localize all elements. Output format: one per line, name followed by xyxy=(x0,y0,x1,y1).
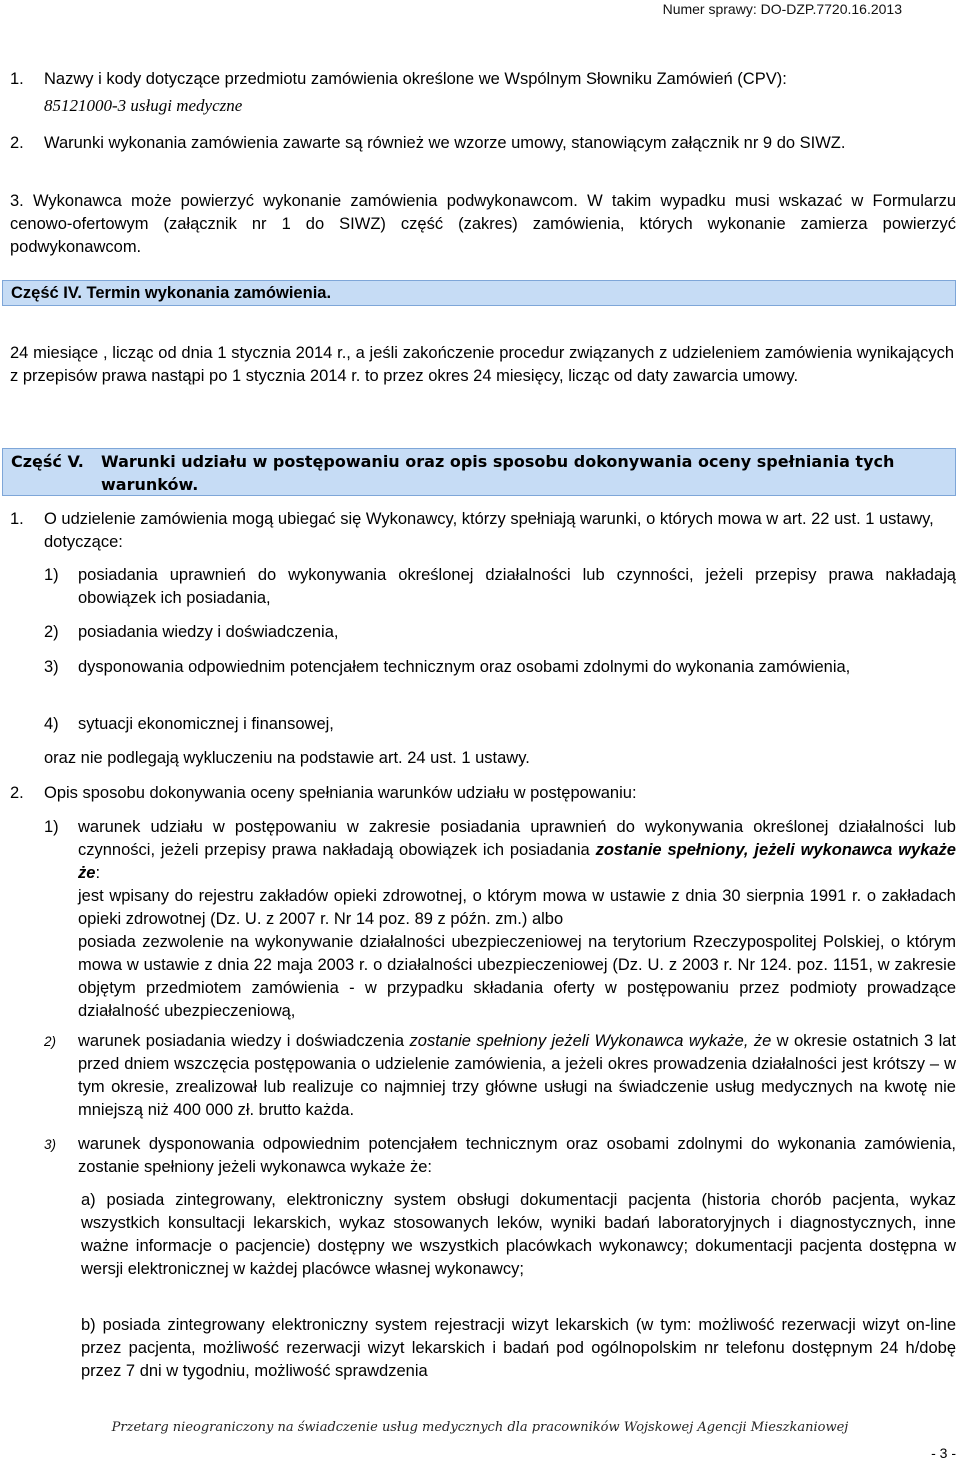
list-item xyxy=(10,68,956,117)
page-footer: Przetarg nieograniczony na świadczenie usług medycznych dla pracowników Wojskowej Agencji Mieszkaniowej xyxy=(111,1420,849,1435)
item-number: 1. xyxy=(10,510,24,528)
item-number: 2. xyxy=(10,784,24,802)
item-number: 1) xyxy=(44,566,59,584)
list-item xyxy=(10,508,956,554)
section-heading-part-4: Część IV. Termin wykonania zamówienia. xyxy=(2,280,956,306)
registry-text: jest wpisany do rejestru zakładów opieki zdrowotnej, o którym mowa w ustawie z dnia 30 sierpnia 1991 r. o zakładach opieki zdrowotnej (Dz. U. z 2007 r. Nr 14 poz. 89 z późn. zm.) albo xyxy=(78,887,956,928)
item-text: warunek posiadania wiedzy i doświadczenia xyxy=(78,1032,405,1050)
item-text-rest: w okresie ostatnich 3 lat przed dniem wszczęcia postępowania o udzielenie zamówienia, a jeżeli okres prowadzenia działalności jest krótszy – w tym okresie, zrealizował lub realizuje co najmniej trzy główne usługi na świadczenie usług medycznych na kwotę nie mniejszą niż 400 000 zł. brutto każda. xyxy=(78,1032,956,1119)
item-number: 2) xyxy=(44,1034,57,1049)
colon: : xyxy=(95,864,101,882)
item-number: 1. xyxy=(10,70,24,88)
item-text: sytuacji ekonomicznej i finansowej, xyxy=(78,715,334,733)
item-text: Warunki wykonania zamówienia zawarte są również we wzorze umowy, stanowiącym załącznik nr 9 do SIWZ. xyxy=(44,134,846,152)
condition-item xyxy=(44,656,956,679)
item-text: O udzielenie zamówienia mogą ubiegać się Wykonawcy, którzy spełniają warunki, o których mowa w art. 22 ust. 1 ustawy, dotyczące: xyxy=(44,510,934,551)
item-text: Opis sposobu dokonywania oceny spełniania warunków udziału w postępowaniu: xyxy=(44,784,637,802)
permit-text: posiada zezwolenie na wykonywanie działalności ubezpieczeniowej na terytorium Rzeczypospolitej Polskiej, o którym mowa w ustawie z dnia 22 maja 2003 r. o działalności ubezpieczeniowej (Dz. U. z 2003 r. Nr 124. poz. 1151, w zakresie objętym przedmiotem zamówienia - w przypadku składania oferty w postępowaniu przez podmioty prowadzące działalność ubezpieczeniową, xyxy=(78,933,956,1020)
item-text: Nazwy i kody dotyczące przedmiotu zamówienia określone we Wspólnym Słowniku Zamówień (CPV): xyxy=(44,70,787,88)
list-item xyxy=(10,782,956,805)
item-number: 1) xyxy=(44,818,59,836)
item-number: 4) xyxy=(44,715,59,733)
evaluation-item xyxy=(44,1030,956,1122)
section-heading-part-5 xyxy=(2,448,956,496)
list-item xyxy=(10,132,956,155)
condition-item xyxy=(44,713,956,736)
requirement-b: b) posiada zintegrowany elektroniczny system rejestracji wizyt lekarskich (w tym: możliwość rezerwacji wizyt on-line przez pacjenta, możliwość rezerwacji wizyt lekarskich i badań pod ogólnopolskim nr telefonu dostępnym 24 h/dobę przez 7 dni w tygodniu, możliwość sprawdzenia xyxy=(81,1316,956,1380)
list-item xyxy=(10,190,956,259)
item-text: warunek dysponowania odpowiednim potencjałem technicznym oraz osobami zdolnymi do wykonania zamówienia, zostanie spełniony jeżeli wykonawca wykaże że: xyxy=(78,1135,956,1176)
condition-item xyxy=(44,564,956,610)
cpv-code: 85121000-3 usługi medyczne xyxy=(44,96,243,115)
section-title: Warunki udziału w postępowaniu oraz opis sposobu dokonywania oceny spełniania tych warunków. xyxy=(101,452,895,494)
item-number: 2) xyxy=(44,623,59,641)
item-text: posiadania uprawnień do wykonywania określonej działalności lub czynności, jeżeli przepisy prawa nakładają obowiązek ich posiadania, xyxy=(78,566,956,607)
requirement-a: a) posiada zintegrowany, elektroniczny system obsługi dokumentacji pacjenta (historia chorób pacjenta, wykaz wszystkich konsultacji lekarskich, wykaz stosowanych leków, wyniki badań laboratoryjnych i diagnostycznych, inne ważne informacje o pacjencie) dostępny we wszystkich placówkach wykonawcy; dokumentacji pacjenta dostępna w wersji elektronicznej w każdej placówce własnej wykonawcy; xyxy=(81,1191,956,1278)
item-text: dysponowania odpowiednim potencjałem technicznym oraz osobami zdolnymi do wykonania zamówienia, xyxy=(78,658,851,676)
page-number: - 3 - xyxy=(931,1445,956,1461)
item-number: 3. xyxy=(10,192,24,210)
exclusion-note: oraz nie podlegają wykluczeniu na podstawie art. 24 ust. 1 ustawy. xyxy=(44,749,530,767)
condition-item xyxy=(44,621,956,644)
item-number: 3) xyxy=(44,1137,57,1152)
item-number: 3) xyxy=(44,658,59,676)
evaluation-item xyxy=(44,816,956,1023)
item-text: Wykonawca może powierzyć wykonanie zamówienia podwykonawcom. W takim wypadku musi wskazać w Formularzu cenowo-ofertowym (załącznik nr 1 do SIWZ) część (zakres) zamówienia, których wykonanie zamierza powierzyć podwykonawcom. xyxy=(10,192,956,256)
case-number: Numer sprawy: DO-DZP.7720.16.2013 xyxy=(662,1,902,17)
item-text: warunek udziału w postępowaniu w zakresie posiadania uprawnień do wykonywania określonej działalności lub czynności, jeżeli przepisy prawa nakładają obowiązek ich posiadania xyxy=(78,818,956,859)
evaluation-item xyxy=(44,1133,956,1179)
item-number: 2. xyxy=(10,134,24,152)
section-label: Część V. xyxy=(11,452,84,471)
emphasis-text: zostanie spełniony jeżeli Wykonawca wykaże, że xyxy=(409,1032,772,1050)
emphasis-text: zostanie spełniony, jeżeli wykonawca wykaże że xyxy=(78,841,956,882)
deadline-text: 24 miesiące , licząc od dnia 1 stycznia 2014 r., a jeśli zakończenie procedur związanych z udzieleniem zamówienia wynikających z przepisów prawa nastąpi po 1 stycznia 2014 r. to przez okres 24 miesięcy, licząc od daty zawarcia umowy. xyxy=(10,344,954,385)
item-text: posiadania wiedzy i doświadczenia, xyxy=(78,623,339,641)
